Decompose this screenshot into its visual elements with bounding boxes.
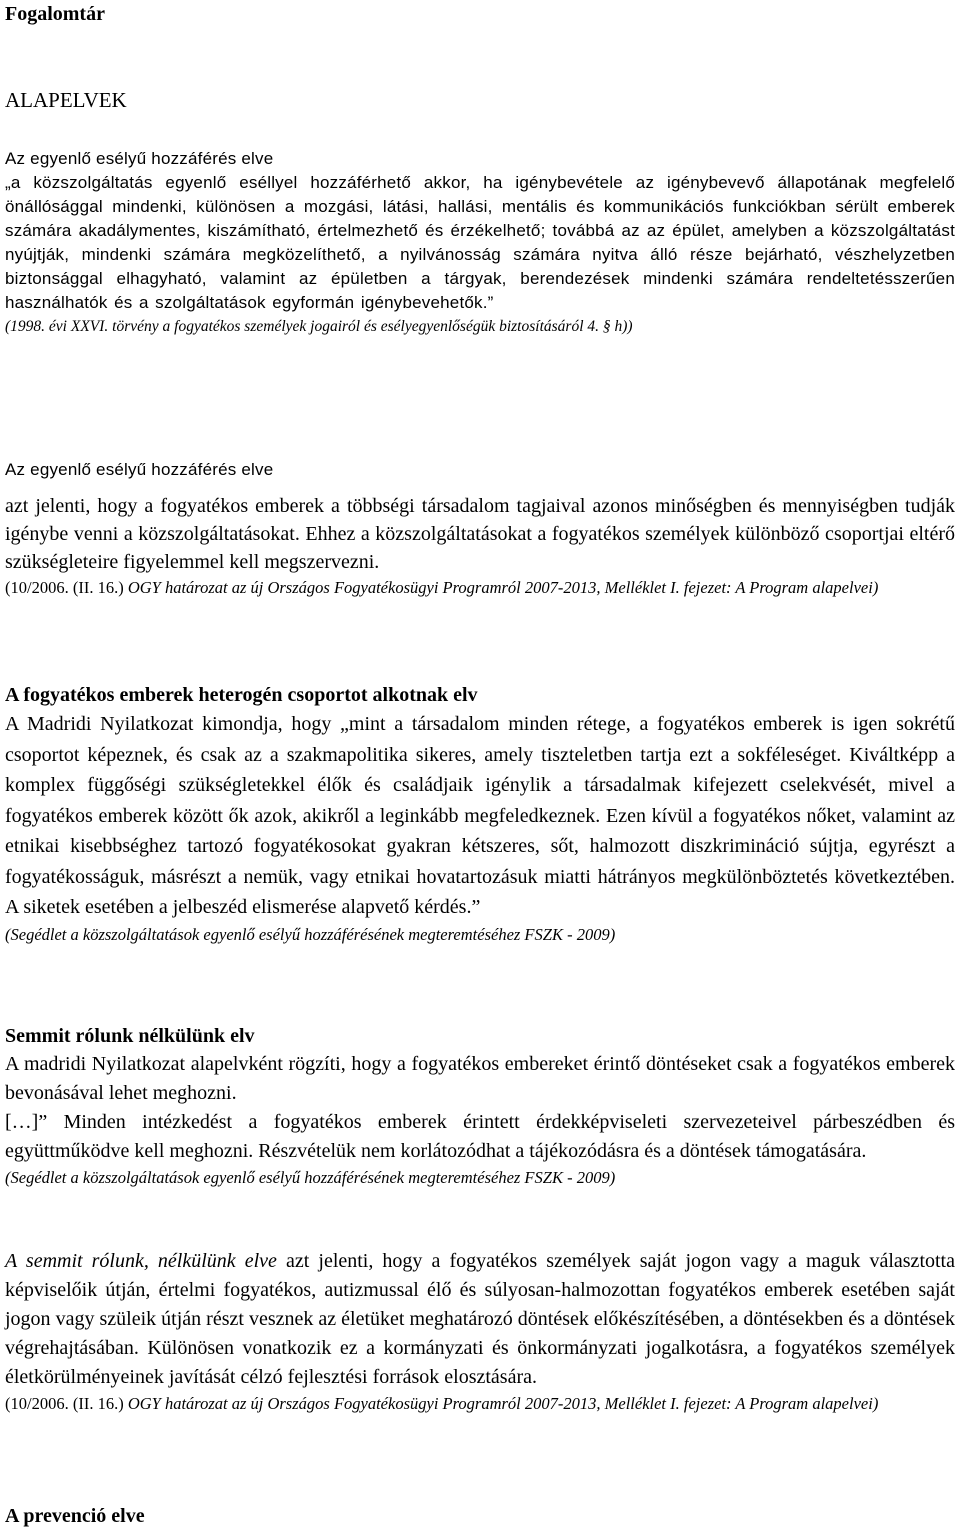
section-body: azt jelenti, hogy a fogyatékos emberek a többségi társadalom tagjaival azonos minőségben és mennyiségben tudják igénybe venni a közszolgáltatásokat. Ehhez a közszolgáltatásokat a fogyatékos személyek különböző csoportjai eltérő szükségleteire figyelemmel kell megszervezni. (5, 495, 955, 573)
section-citation: (1998. évi XXVI. törvény a fogyatékos személyek jogairól és esélyegyenlőségük biztosításáról 4. § h)) (5, 318, 633, 335)
principles-heading: ALAPELVEK (5, 88, 127, 112)
section-body-madrid: A madridi Nyilatkozat alapelvként rögzíti, hogy a fogyatékos embereket érintő döntéseket csak a fogyatékos emberek bevonásával lehet meghozni. (5, 1053, 955, 1104)
section-heterogeneous-group (5, 681, 955, 947)
section-citation: (Segédlet a közszolgáltatások egyenlő esélyű hozzáférésének megteremtéséhez FSZK - 2009) (5, 1168, 616, 1187)
section-body-quote: […]” Minden intézkedést a fogyatékos emberek érintett érdekképviseleti szervezeteivel párbeszédben és együttműködve kell meghozni. Részvételük nem korlátozódhat a tájékozódásra és a döntések támogatására. (5, 1111, 955, 1162)
section-citation: (Segédlet a közszolgáltatások egyenlő esélyű hozzáférésének megteremtéséhez FSZK - 2009) (5, 924, 616, 944)
section-nothing-about-us-principle (5, 1247, 955, 1416)
section-body (5, 1247, 955, 1392)
section-inline-heading: A semmit rólunk, nélkülünk elve (5, 1250, 277, 1272)
section-heading: Semmit rólunk nélkülünk elv (5, 1025, 255, 1047)
section-equal-access-definition (5, 458, 955, 600)
document-title: Fogalomtár (5, 3, 105, 25)
citation-text: OGY határozat az új Országos Fogyatékosügyi Programról 2007-2013, Melléklet I. fejezet: A Program alapelvei) (123, 1394, 879, 1413)
section-body-text: azt jelenti, hogy a fogyatékos személyek saját jogon vagy a maguk választotta képviselőik útján, értelmi fogyatékos, autizmussal élő és súlyosan-halmozottan fogyatékos emberek esetében saját jogon vagy szüleik útján részt vesznek az életüket meghatározó döntések előkészítésében, a döntésekben és a döntések végrehajtásában. Különösen vonatkozik ez a kormányzati és önkormányzati jogalkotásra, a fogyatékos személyek életkörülményeinek javítását célzó fejlesztési források elosztására. (5, 1250, 955, 1388)
section-heading: Az egyenlő esélyű hozzáférés elve (5, 460, 274, 479)
section-body: A Madridi Nyilatkozat kimondja, hogy „mint a társadalom minden rétege, a fogyatékos emberek is igen sokrétű csoportot képeznek, és csak az a szakmapolitika sikeres, amely tiszteletben tartja ezt a sokféleséget. Kiváltképp a komplex függőségi szükségletekkel élők és családjaik igénylik a társadalmak kifejezett cselekvését, mivel a fogyatékos emberek között ők azok, akikről a leginkább megfeledkeznek. Ezen kívül a fogyatékos nőket, valamint az etnikai kisebbséghez tartozó fogyatékosokat gyakran kétszeres, sőt, halmozott diszkrimináció sújtja, egyrészt a fogyatékosságuk, másrészt a nemük, vagy etnikai hovatartozásuk miatti hátrányos megkülönböztetés következtében. A siketek esetében a jelbeszéd elismerése alapvető kérdés.” (5, 713, 955, 918)
citation-prefix: (10/2006. (II. 16.) (5, 578, 124, 597)
section-nothing-about-us (5, 1022, 955, 1190)
section-citation (5, 576, 955, 600)
section-heading: A fogyatékos emberek heterogén csoportot alkotnak elv (5, 684, 478, 706)
citation-text: OGY határozat az új Országos Fogyatékosügyi Programról 2007-2013, Melléklet I. fejezet: A Program alapelvei) (123, 578, 879, 597)
section-citation (5, 1392, 955, 1416)
section-prevention (5, 1502, 955, 1530)
section-heading: A prevenció elve (5, 1505, 145, 1527)
section-equal-access-law (5, 147, 955, 337)
section-heading: Az egyenlő esélyű hozzáférés elve (5, 149, 274, 168)
section-body: „a közszolgáltatás egyenlő eséllyel hozzáférhető akkor, ha igénybevétele az igénybevevő állapotának megfelelő önállósággal mindenki, különösen a mozgási, látási, hallási, mentális és kommunikációs funkciókban sérült emberek számára akadálymentes, kiszámítható, értelmezhető és érzékelhető; továbbá az az épület, amelyben a közszolgáltatást nyújtják, mindenki számára megközelíthető, a nyilvánosság számára nyitva álló része bejárható, vészhelyzetben biztonsággal elhagyható, valamint az épületben a tárgyak, berendezések mindenki számára rendeltetésszerűen használhatók és a szolgáltatások egyformán igénybevehetők.” (5, 173, 955, 312)
citation-prefix: (10/2006. (II. 16.) (5, 1394, 124, 1413)
